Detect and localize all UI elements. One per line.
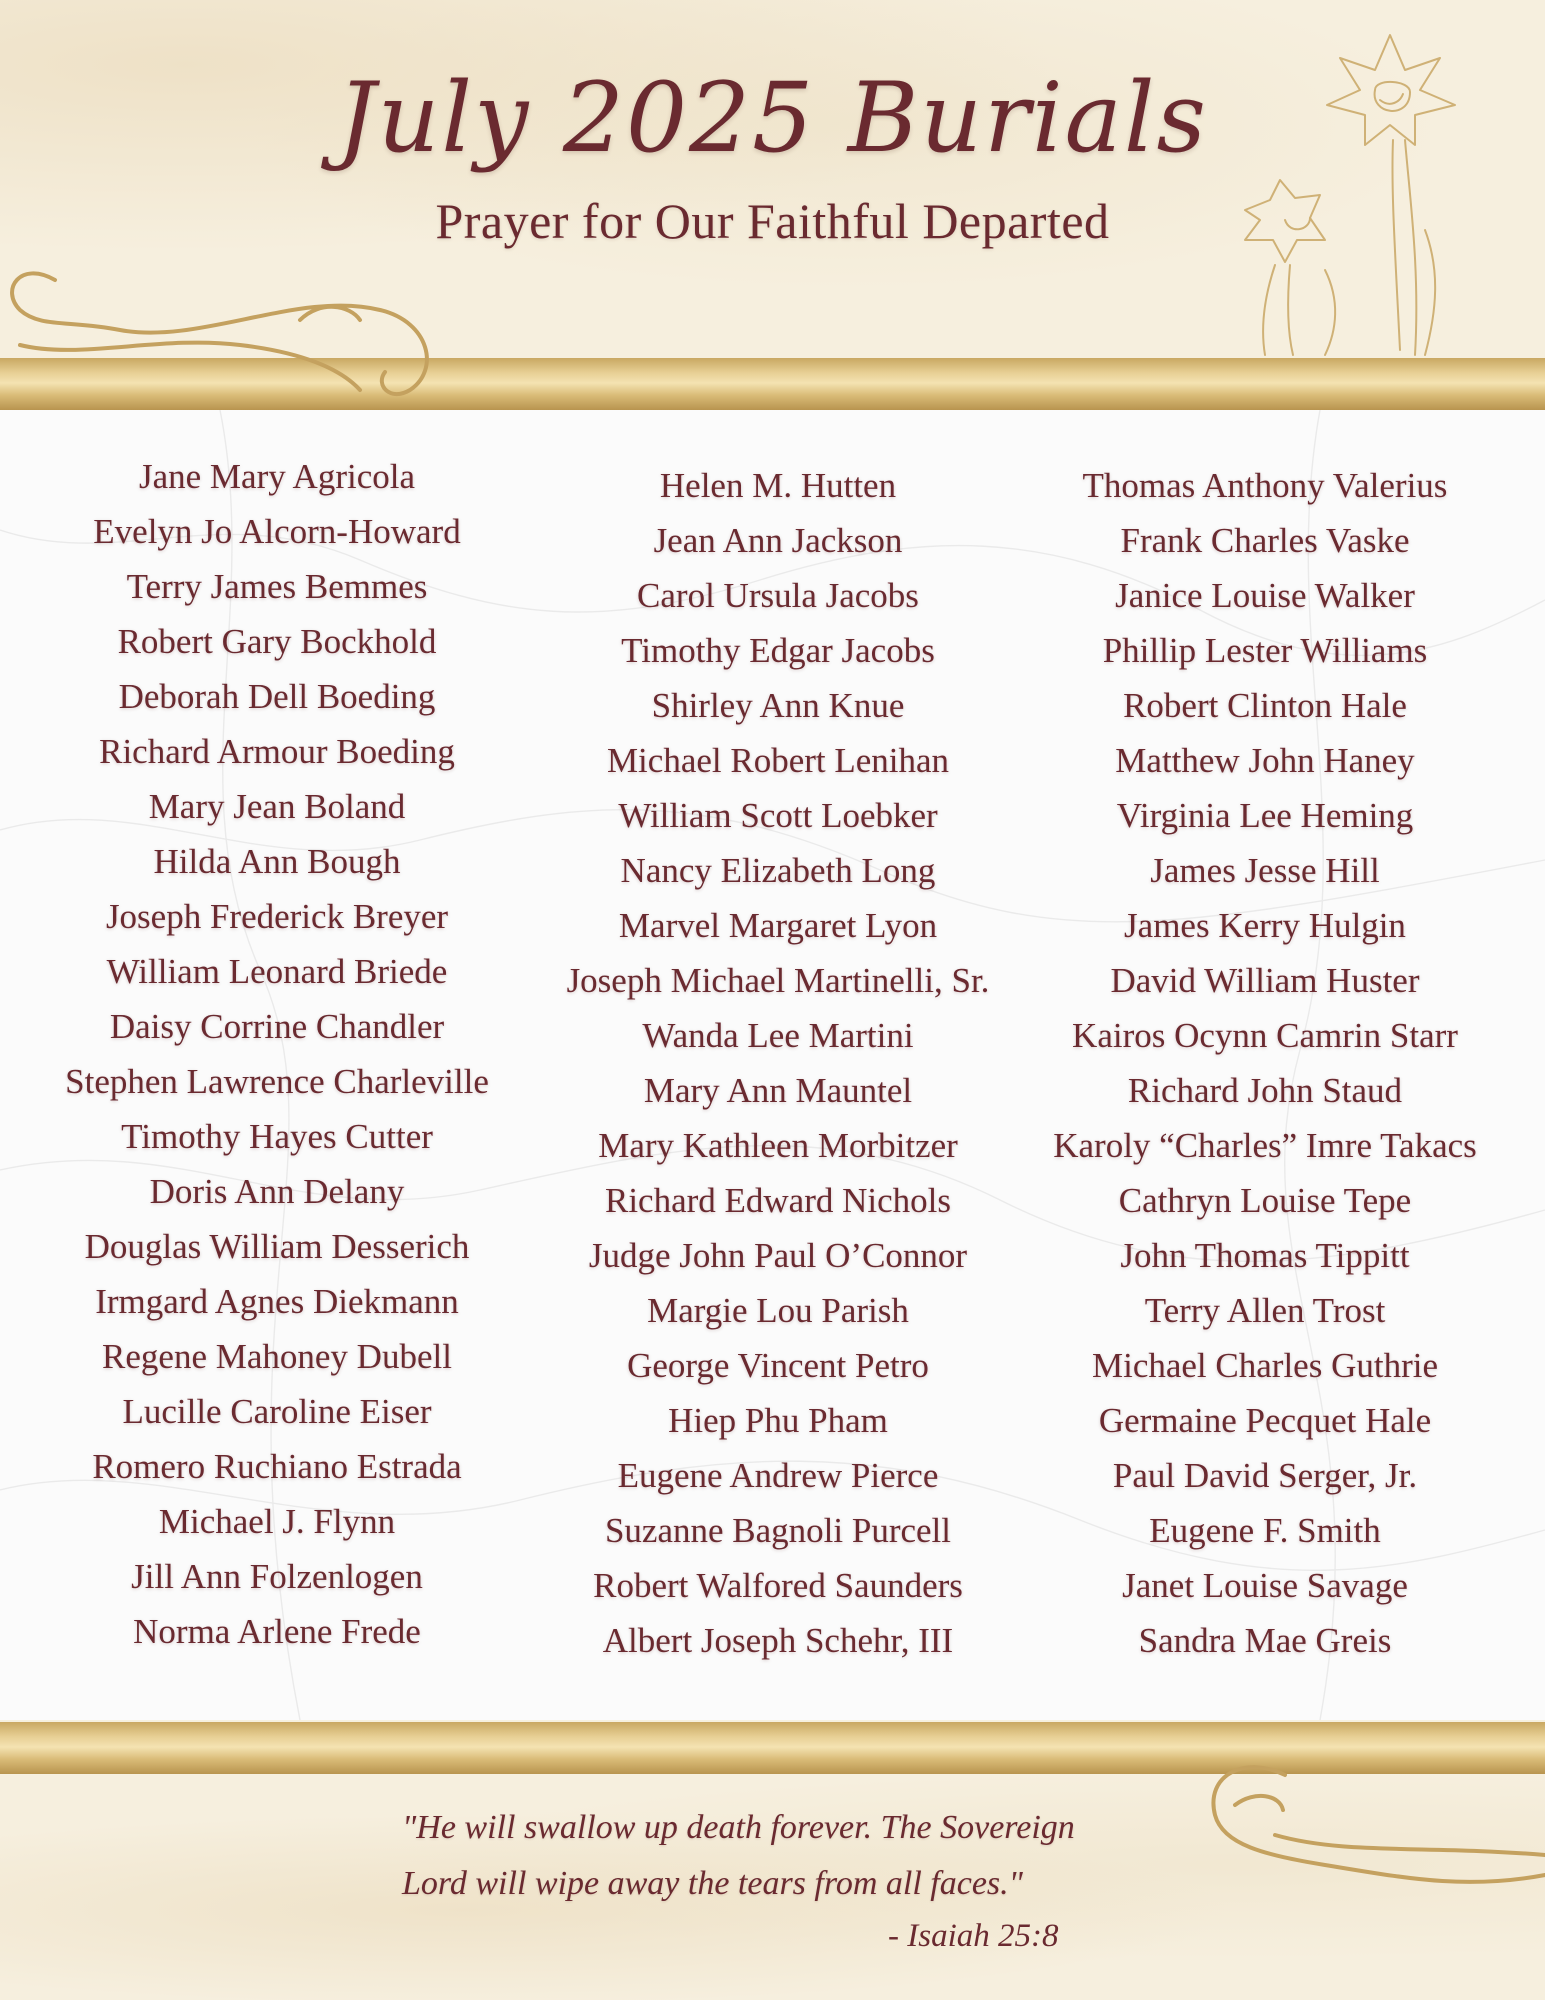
list-item: Robert Walfored Saunders bbox=[593, 1566, 963, 1605]
list-item: Lucille Caroline Eiser bbox=[122, 1392, 432, 1431]
quote-line: Lord will wipe away the tears from all faces." bbox=[402, 1865, 1023, 1902]
list-item: Richard Armour Boeding bbox=[99, 732, 455, 771]
list-item: Romero Ruchiano Estrada bbox=[92, 1447, 462, 1486]
list-item: Frank Charles Vaske bbox=[1120, 521, 1410, 560]
list-item: Mary Kathleen Morbitzer bbox=[598, 1126, 958, 1165]
list-item: Matthew John Haney bbox=[1115, 741, 1415, 780]
names-column-2 bbox=[518, 458, 1038, 1668]
list-item: Carol Ursula Jacobs bbox=[637, 576, 919, 615]
list-item: Helen M. Hutten bbox=[659, 466, 897, 505]
list-item: Robert Gary Bockhold bbox=[117, 622, 437, 661]
list-item: Cathryn Louise Tepe bbox=[1118, 1181, 1412, 1220]
list-item: Jane Mary Agricola bbox=[138, 457, 416, 496]
list-item: Paul David Serger, Jr. bbox=[1112, 1456, 1418, 1495]
list-item: Robert Clinton Hale bbox=[1123, 686, 1407, 725]
list-item: Eugene Andrew Pierce bbox=[617, 1456, 939, 1495]
list-item: Regene Mahoney Dubell bbox=[102, 1337, 452, 1376]
list-item: Norma Arlene Frede bbox=[133, 1612, 421, 1651]
list-item: Irmgard Agnes Diekmann bbox=[95, 1282, 459, 1321]
list-item: Jean Ann Jackson bbox=[653, 521, 903, 560]
list-item: Hiep Phu Pham bbox=[668, 1401, 888, 1440]
list-item: Timothy Edgar Jacobs bbox=[621, 631, 935, 670]
list-item: Germaine Pecquet Hale bbox=[1098, 1401, 1432, 1440]
scripture-quote bbox=[402, 1800, 1162, 1912]
list-item: Michael Robert Lenihan bbox=[606, 741, 950, 780]
list-item: Marvel Margaret Lyon bbox=[618, 906, 938, 945]
list-item: Joseph Frederick Breyer bbox=[105, 897, 449, 936]
list-item: Hilda Ann Bough bbox=[153, 842, 401, 881]
list-item: Margie Lou Parish bbox=[647, 1291, 909, 1330]
list-item: Virginia Lee Heming bbox=[1116, 796, 1414, 835]
list-item: Phillip Lester Williams bbox=[1102, 631, 1428, 670]
list-item: Karoly “Charles” Imre Takacs bbox=[1053, 1126, 1477, 1165]
list-item: Timothy Hayes Cutter bbox=[121, 1117, 433, 1156]
list-item: David William Huster bbox=[1110, 961, 1420, 1000]
quote-line: "He will swallow up death forever. The Sovereign bbox=[402, 1809, 1075, 1846]
list-item: John Thomas Tippitt bbox=[1120, 1236, 1410, 1275]
list-item: Janice Louise Walker bbox=[1115, 576, 1415, 615]
scripture-citation: - Isaiah 25:8 bbox=[888, 1918, 1059, 1954]
list-item: Judge John Paul O’Connor bbox=[588, 1236, 968, 1275]
list-item: Stephen Lawrence Charleville bbox=[65, 1062, 489, 1101]
list-item: George Vincent Petro bbox=[627, 1346, 929, 1385]
list-item: Nancy Elizabeth Long bbox=[620, 851, 936, 890]
list-item: Kairos Ocynn Camrin Starr bbox=[1072, 1016, 1458, 1055]
list-item: Michael Charles Guthrie bbox=[1091, 1346, 1438, 1385]
list-item: Douglas William Desserich bbox=[84, 1227, 470, 1266]
list-item: Mary Jean Boland bbox=[148, 787, 406, 826]
list-item: Terry James Bemmes bbox=[126, 567, 428, 606]
list-item: Wanda Lee Martini bbox=[642, 1016, 914, 1055]
names-column-3 bbox=[1005, 458, 1525, 1668]
list-item: Daisy Corrine Chandler bbox=[109, 1007, 445, 1046]
list-item: Terry Allen Trost bbox=[1144, 1291, 1386, 1330]
list-item: Joseph Michael Martinelli, Sr. bbox=[566, 961, 990, 1000]
list-item: Sandra Mae Greis bbox=[1138, 1621, 1392, 1660]
list-item: Michael J. Flynn bbox=[158, 1502, 396, 1541]
list-item: Richard Edward Nichols bbox=[604, 1181, 952, 1220]
names-column-1 bbox=[17, 449, 537, 1659]
list-item: Evelyn Jo Alcorn-Howard bbox=[93, 512, 461, 551]
list-item: Jill Ann Folzenlogen bbox=[131, 1557, 423, 1596]
list-item: Janet Louise Savage bbox=[1122, 1566, 1408, 1605]
list-item: James Jesse Hill bbox=[1150, 851, 1380, 890]
page-subtitle: Prayer for Our Faithful Departed bbox=[435, 193, 1110, 249]
page-title: July 2025 Burials bbox=[337, 62, 1208, 174]
list-item: Richard John Staud bbox=[1127, 1071, 1403, 1110]
list-item: Albert Joseph Schehr, III bbox=[602, 1621, 954, 1660]
list-item: William Leonard Briede bbox=[106, 952, 448, 991]
list-item: Eugene F. Smith bbox=[1149, 1511, 1381, 1550]
flourish-icon bbox=[0, 250, 440, 430]
list-item: James Kerry Hulgin bbox=[1124, 906, 1406, 945]
list-item: William Scott Loebker bbox=[618, 796, 938, 835]
list-item: Shirley Ann Knue bbox=[651, 686, 905, 725]
list-item: Thomas Anthony Valerius bbox=[1082, 466, 1448, 505]
list-item: Doris Ann Delany bbox=[149, 1172, 405, 1211]
flourish-icon bbox=[1165, 1715, 1545, 1915]
list-item: Deborah Dell Boeding bbox=[118, 677, 436, 716]
list-item: Suzanne Bagnoli Purcell bbox=[604, 1511, 952, 1550]
list-item: Mary Ann Mauntel bbox=[643, 1071, 913, 1110]
